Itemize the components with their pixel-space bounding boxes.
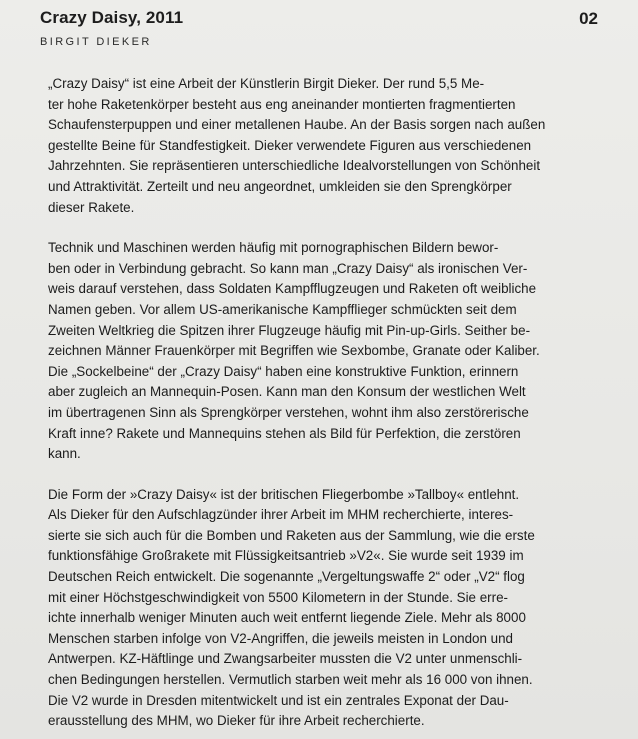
text-line: „Crazy Daisy“ ist eine Arbeit der Künstlerin Birgit Dieker. Der rund 5,5 Me- xyxy=(48,76,485,91)
text-line: weis darauf verstehen, dass Soldaten Kampfflugzeugen und Raketen oft weibliche xyxy=(48,281,537,297)
text-line: und Attraktivität. Zerteilt und neu angeordnet, umkleiden sie den Sprengkörper xyxy=(48,178,512,194)
text-line: Deutschen Reich entwickelt. Die sogenannte „Vergeltungswaffe 2“ oder „V2“ flog xyxy=(48,569,525,585)
text-line: aber zugleich an Mannequin-Posen. Kann man den Konsum der westlichen Welt xyxy=(48,384,526,400)
text-line: ter hohe Raketenkörper besteht aus eng aneinander montierten fragmentierten xyxy=(48,96,516,112)
text-line: kann. xyxy=(48,446,81,462)
text-line: gestellte Beine für Standfestigkeit. Dieker verwendete Figuren aus verschiedenen xyxy=(48,137,532,153)
page-number: 02 xyxy=(579,9,598,28)
text-line: im übertragenen Sinn als Sprengkörper verstehen, wohnt ihm also zerstörerische xyxy=(48,404,529,420)
document-title: Crazy Daisy, 2011 xyxy=(40,8,184,27)
text-line: dieser Rakete. xyxy=(48,199,135,215)
text-line: Technik und Maschinen werden häufig mit pornographischen Bildern bewor- xyxy=(48,240,499,256)
text-line: Jahrzehnten. Sie repräsentieren unterschiedliche Idealvorstellungen von Schönheit xyxy=(48,158,541,174)
paragraph-gap xyxy=(48,465,624,485)
text-line: mit einer Höchstgeschwindigkeit von 5500 Kilometern in der Stunde. Sie erre- xyxy=(48,589,508,605)
text-line: ichte innerhalb weniger Minuten auch weit entfernt liegende Ziele. Mehr als 8000 xyxy=(48,610,526,626)
body-text xyxy=(48,74,624,732)
text-line: erausstellung des MHM, wo Dieker für ihre Arbeit recherchierte. xyxy=(48,713,425,729)
text-line: zeichnen Männer Frauenkörper mit Begriffen wie Sexbombe, Granate oder Kaliber. xyxy=(48,343,540,359)
text-line: ben oder in Verbindung gebracht. So kann man „Crazy Daisy“ als ironischen Ver- xyxy=(48,260,528,276)
text-line: funktionsfähige Großrakete mit Flüssigkeitsantrieb »V2«. Sie wurde seit 1939 im xyxy=(48,548,524,564)
text-line: Die „Sockelbeine“ der „Crazy Daisy“ haben eine konstruktive Funktion, erinnern xyxy=(48,363,519,379)
text-line: Menschen starben infolge von V2-Angriffen, die jeweils meisten in London und xyxy=(48,630,513,646)
paragraph-gap xyxy=(48,218,624,238)
text-line: Die Form der »Crazy Daisy« ist der britischen Fliegerbombe »Tallboy« entlehnt. xyxy=(48,486,520,502)
text-line: Namen geben. Vor allem US-amerikanische Kampfflieger schmückten seit dem xyxy=(48,301,517,317)
paragraph-3 xyxy=(48,485,624,732)
text-line: Antwerpen. KZ-Häftlinge und Zwangsarbeiter mussten die V2 unter unmenschli- xyxy=(48,651,523,667)
text-line: sierte sie sich auch für die Bomben und Raketen aus der Sammlung, wie die erste xyxy=(48,527,535,543)
text-line: Zweiten Weltkrieg die Spitzen ihrer Flugzeuge häufig mit Pin-up-Girls. Seither be- xyxy=(48,322,531,338)
text-line: Kraft inne? Rakete und Mannequins stehen als Bild für Perfektion, die zerstören xyxy=(48,425,521,441)
text-line: Als Dieker für den Aufschlagzünder ihrer Arbeit im MHM recherchierte, interes- xyxy=(48,507,514,523)
text-line: chen Bedingungen herstellen. Vermutlich starben weit mehr als 16 000 von ihnen. xyxy=(48,672,533,688)
paragraph-1 xyxy=(48,74,624,218)
text-line: Schaufensterpuppen und einer metallenen Haube. An der Basis sorgen nach außen xyxy=(48,117,546,133)
text-line: Die V2 wurde in Dresden mitentwickelt und ist ein zentrales Exponat der Dau- xyxy=(48,692,509,708)
paragraph-2 xyxy=(48,238,624,465)
author-name: BIRGIT DIEKER xyxy=(40,36,152,48)
